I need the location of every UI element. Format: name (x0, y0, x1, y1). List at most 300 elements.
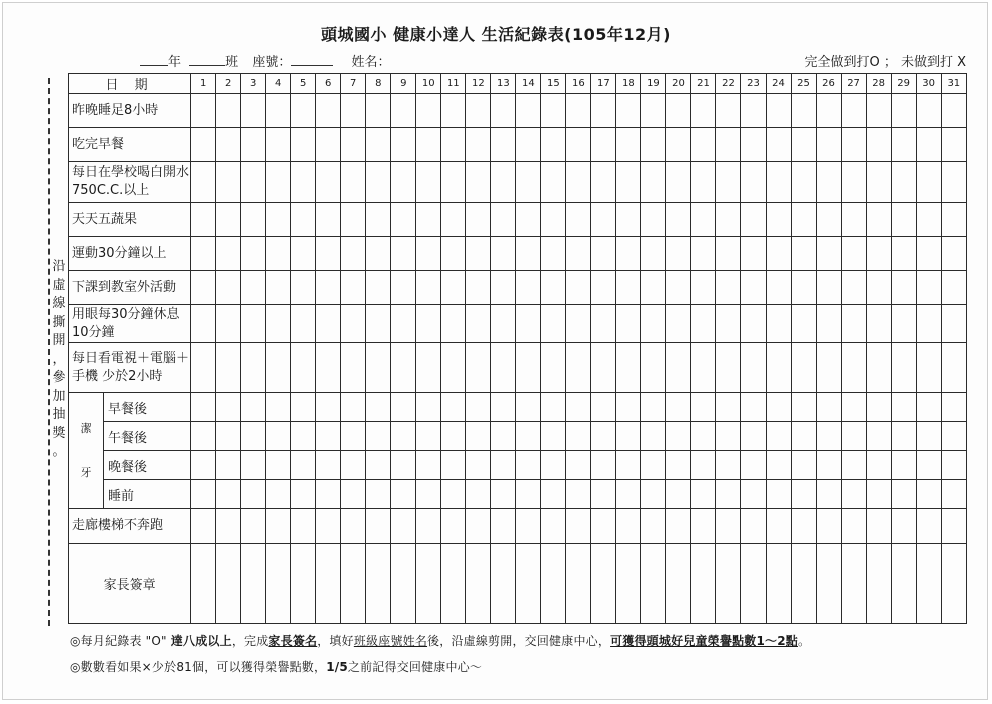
day-entry-cell[interactable] (516, 393, 541, 422)
day-entry-cell[interactable] (341, 237, 366, 271)
day-entry-cell[interactable] (866, 480, 891, 509)
day-entry-cell[interactable] (666, 237, 691, 271)
day-entry-cell[interactable] (491, 128, 516, 162)
day-entry-cell[interactable] (766, 305, 791, 343)
day-entry-cell[interactable] (591, 544, 616, 624)
day-entry-cell[interactable] (691, 422, 716, 451)
day-entry-cell[interactable] (316, 451, 341, 480)
day-entry-cell[interactable] (516, 451, 541, 480)
day-entry-cell[interactable] (816, 94, 841, 128)
day-entry-cell[interactable] (191, 305, 216, 343)
day-entry-cell[interactable] (716, 480, 741, 509)
day-entry-cell[interactable] (641, 94, 666, 128)
day-entry-cell[interactable] (691, 237, 716, 271)
day-entry-cell[interactable] (641, 343, 666, 393)
day-entry-cell[interactable] (291, 544, 316, 624)
day-entry-cell[interactable] (641, 162, 666, 203)
day-entry-cell[interactable] (316, 422, 341, 451)
day-entry-cell[interactable] (791, 128, 816, 162)
day-entry-cell[interactable] (541, 451, 566, 480)
day-entry-cell[interactable] (666, 203, 691, 237)
day-entry-cell[interactable] (566, 128, 591, 162)
day-entry-cell[interactable] (366, 203, 391, 237)
day-entry-cell[interactable] (591, 162, 616, 203)
day-entry-cell[interactable] (391, 451, 416, 480)
day-entry-cell[interactable] (916, 271, 941, 305)
day-entry-cell[interactable] (366, 422, 391, 451)
day-entry-cell[interactable] (191, 128, 216, 162)
day-entry-cell[interactable] (841, 237, 866, 271)
day-entry-cell[interactable] (341, 162, 366, 203)
day-entry-cell[interactable] (791, 203, 816, 237)
day-entry-cell[interactable] (666, 480, 691, 509)
day-entry-cell[interactable] (516, 203, 541, 237)
class-blank[interactable] (189, 53, 225, 66)
day-entry-cell[interactable] (766, 544, 791, 624)
day-entry-cell[interactable] (266, 128, 291, 162)
day-entry-cell[interactable] (941, 393, 966, 422)
day-entry-cell[interactable] (391, 305, 416, 343)
day-entry-cell[interactable] (691, 203, 716, 237)
day-entry-cell[interactable] (716, 305, 741, 343)
day-entry-cell[interactable] (366, 128, 391, 162)
day-entry-cell[interactable] (716, 203, 741, 237)
day-entry-cell[interactable] (666, 94, 691, 128)
day-entry-cell[interactable] (866, 451, 891, 480)
day-entry-cell[interactable] (291, 128, 316, 162)
day-entry-cell[interactable] (491, 422, 516, 451)
day-entry-cell[interactable] (366, 451, 391, 480)
day-entry-cell[interactable] (941, 162, 966, 203)
day-entry-cell[interactable] (816, 271, 841, 305)
day-entry-cell[interactable] (841, 203, 866, 237)
day-entry-cell[interactable] (716, 271, 741, 305)
day-entry-cell[interactable] (541, 203, 566, 237)
day-entry-cell[interactable] (591, 94, 616, 128)
day-entry-cell[interactable] (491, 393, 516, 422)
day-entry-cell[interactable] (441, 305, 466, 343)
day-entry-cell[interactable] (516, 271, 541, 305)
day-entry-cell[interactable] (466, 544, 491, 624)
day-entry-cell[interactable] (941, 544, 966, 624)
day-entry-cell[interactable] (641, 509, 666, 544)
day-entry-cell[interactable] (416, 422, 441, 451)
day-entry-cell[interactable] (741, 480, 766, 509)
day-entry-cell[interactable] (366, 480, 391, 509)
day-entry-cell[interactable] (791, 544, 816, 624)
day-entry-cell[interactable] (191, 203, 216, 237)
day-entry-cell[interactable] (466, 393, 491, 422)
day-entry-cell[interactable] (266, 237, 291, 271)
day-entry-cell[interactable] (491, 480, 516, 509)
day-entry-cell[interactable] (366, 271, 391, 305)
day-entry-cell[interactable] (541, 237, 566, 271)
day-entry-cell[interactable] (616, 162, 641, 203)
day-entry-cell[interactable] (466, 480, 491, 509)
day-entry-cell[interactable] (841, 544, 866, 624)
day-entry-cell[interactable] (616, 422, 641, 451)
day-entry-cell[interactable] (641, 237, 666, 271)
day-entry-cell[interactable] (541, 544, 566, 624)
day-entry-cell[interactable] (791, 94, 816, 128)
day-entry-cell[interactable] (391, 422, 416, 451)
day-entry-cell[interactable] (241, 509, 266, 544)
day-entry-cell[interactable] (866, 343, 891, 393)
day-entry-cell[interactable] (691, 94, 716, 128)
day-entry-cell[interactable] (741, 237, 766, 271)
day-entry-cell[interactable] (216, 422, 241, 451)
day-entry-cell[interactable] (391, 162, 416, 203)
day-entry-cell[interactable] (491, 509, 516, 544)
day-entry-cell[interactable] (766, 422, 791, 451)
day-entry-cell[interactable] (691, 128, 716, 162)
day-entry-cell[interactable] (741, 305, 766, 343)
day-entry-cell[interactable] (366, 162, 391, 203)
day-entry-cell[interactable] (391, 544, 416, 624)
day-entry-cell[interactable] (816, 343, 841, 393)
day-entry-cell[interactable] (666, 271, 691, 305)
day-entry-cell[interactable] (266, 422, 291, 451)
day-entry-cell[interactable] (866, 509, 891, 544)
day-entry-cell[interactable] (591, 305, 616, 343)
day-entry-cell[interactable] (216, 393, 241, 422)
day-entry-cell[interactable] (816, 305, 841, 343)
day-entry-cell[interactable] (341, 422, 366, 451)
day-entry-cell[interactable] (891, 422, 916, 451)
day-entry-cell[interactable] (316, 94, 341, 128)
day-entry-cell[interactable] (541, 94, 566, 128)
day-entry-cell[interactable] (566, 203, 591, 237)
day-entry-cell[interactable] (341, 451, 366, 480)
day-entry-cell[interactable] (566, 393, 591, 422)
day-entry-cell[interactable] (241, 480, 266, 509)
day-entry-cell[interactable] (616, 343, 641, 393)
day-entry-cell[interactable] (241, 271, 266, 305)
day-entry-cell[interactable] (291, 305, 316, 343)
day-entry-cell[interactable] (516, 237, 541, 271)
day-entry-cell[interactable] (891, 162, 916, 203)
day-entry-cell[interactable] (266, 393, 291, 422)
day-entry-cell[interactable] (366, 393, 391, 422)
day-entry-cell[interactable] (716, 544, 741, 624)
day-entry-cell[interactable] (391, 94, 416, 128)
day-entry-cell[interactable] (741, 94, 766, 128)
day-entry-cell[interactable] (616, 203, 641, 237)
day-entry-cell[interactable] (791, 305, 816, 343)
day-entry-cell[interactable] (391, 203, 416, 237)
day-entry-cell[interactable] (191, 94, 216, 128)
day-entry-cell[interactable] (191, 544, 216, 624)
day-entry-cell[interactable] (441, 480, 466, 509)
day-entry-cell[interactable] (466, 203, 491, 237)
day-entry-cell[interactable] (741, 343, 766, 393)
day-entry-cell[interactable] (541, 509, 566, 544)
day-entry-cell[interactable] (516, 343, 541, 393)
day-entry-cell[interactable] (266, 343, 291, 393)
day-entry-cell[interactable] (541, 305, 566, 343)
day-entry-cell[interactable] (416, 203, 441, 237)
day-entry-cell[interactable] (666, 451, 691, 480)
day-entry-cell[interactable] (441, 393, 466, 422)
day-entry-cell[interactable] (441, 203, 466, 237)
day-entry-cell[interactable] (841, 343, 866, 393)
day-entry-cell[interactable] (616, 544, 641, 624)
day-entry-cell[interactable] (941, 480, 966, 509)
day-entry-cell[interactable] (866, 203, 891, 237)
day-entry-cell[interactable] (391, 128, 416, 162)
day-entry-cell[interactable] (766, 509, 791, 544)
day-entry-cell[interactable] (566, 480, 591, 509)
day-entry-cell[interactable] (766, 480, 791, 509)
day-entry-cell[interactable] (266, 271, 291, 305)
day-entry-cell[interactable] (866, 162, 891, 203)
day-entry-cell[interactable] (491, 271, 516, 305)
day-entry-cell[interactable] (566, 94, 591, 128)
day-entry-cell[interactable] (641, 451, 666, 480)
day-entry-cell[interactable] (591, 128, 616, 162)
day-entry-cell[interactable] (316, 271, 341, 305)
day-entry-cell[interactable] (516, 128, 541, 162)
day-entry-cell[interactable] (216, 128, 241, 162)
day-entry-cell[interactable] (916, 451, 941, 480)
day-entry-cell[interactable] (891, 343, 916, 393)
day-entry-cell[interactable] (866, 393, 891, 422)
day-entry-cell[interactable] (491, 237, 516, 271)
day-entry-cell[interactable] (541, 271, 566, 305)
day-entry-cell[interactable] (866, 305, 891, 343)
day-entry-cell[interactable] (941, 271, 966, 305)
day-entry-cell[interactable] (516, 162, 541, 203)
day-entry-cell[interactable] (941, 128, 966, 162)
day-entry-cell[interactable] (891, 271, 916, 305)
day-entry-cell[interactable] (266, 509, 291, 544)
day-entry-cell[interactable] (741, 162, 766, 203)
day-entry-cell[interactable] (891, 451, 916, 480)
day-entry-cell[interactable] (816, 128, 841, 162)
day-entry-cell[interactable] (416, 237, 441, 271)
day-entry-cell[interactable] (891, 237, 916, 271)
day-entry-cell[interactable] (416, 480, 441, 509)
day-entry-cell[interactable] (291, 480, 316, 509)
day-entry-cell[interactable] (591, 480, 616, 509)
day-entry-cell[interactable] (841, 451, 866, 480)
day-entry-cell[interactable] (516, 422, 541, 451)
day-entry-cell[interactable] (441, 162, 466, 203)
day-entry-cell[interactable] (416, 393, 441, 422)
day-entry-cell[interactable] (891, 94, 916, 128)
day-entry-cell[interactable] (341, 305, 366, 343)
day-entry-cell[interactable] (341, 94, 366, 128)
day-entry-cell[interactable] (416, 305, 441, 343)
day-entry-cell[interactable] (716, 94, 741, 128)
day-entry-cell[interactable] (716, 451, 741, 480)
day-entry-cell[interactable] (816, 480, 841, 509)
day-entry-cell[interactable] (616, 451, 641, 480)
day-entry-cell[interactable] (191, 422, 216, 451)
day-entry-cell[interactable] (766, 162, 791, 203)
day-entry-cell[interactable] (316, 393, 341, 422)
day-entry-cell[interactable] (766, 128, 791, 162)
day-entry-cell[interactable] (891, 393, 916, 422)
day-entry-cell[interactable] (341, 271, 366, 305)
day-entry-cell[interactable] (316, 305, 341, 343)
day-entry-cell[interactable] (841, 393, 866, 422)
day-entry-cell[interactable] (716, 237, 741, 271)
day-entry-cell[interactable] (716, 422, 741, 451)
day-entry-cell[interactable] (316, 509, 341, 544)
day-entry-cell[interactable] (541, 480, 566, 509)
day-entry-cell[interactable] (341, 393, 366, 422)
day-entry-cell[interactable] (691, 544, 716, 624)
day-entry-cell[interactable] (466, 422, 491, 451)
day-entry-cell[interactable] (341, 128, 366, 162)
day-entry-cell[interactable] (241, 544, 266, 624)
day-entry-cell[interactable] (191, 451, 216, 480)
day-entry-cell[interactable] (641, 480, 666, 509)
day-entry-cell[interactable] (816, 544, 841, 624)
day-entry-cell[interactable] (191, 393, 216, 422)
day-entry-cell[interactable] (266, 203, 291, 237)
day-entry-cell[interactable] (741, 203, 766, 237)
day-entry-cell[interactable] (841, 271, 866, 305)
day-entry-cell[interactable] (216, 271, 241, 305)
day-entry-cell[interactable] (316, 544, 341, 624)
day-entry-cell[interactable] (291, 451, 316, 480)
day-entry-cell[interactable] (291, 162, 316, 203)
day-entry-cell[interactable] (891, 509, 916, 544)
day-entry-cell[interactable] (941, 509, 966, 544)
day-entry-cell[interactable] (841, 509, 866, 544)
day-entry-cell[interactable] (666, 544, 691, 624)
day-entry-cell[interactable] (666, 128, 691, 162)
day-entry-cell[interactable] (816, 162, 841, 203)
day-entry-cell[interactable] (641, 422, 666, 451)
day-entry-cell[interactable] (866, 94, 891, 128)
day-entry-cell[interactable] (716, 128, 741, 162)
day-entry-cell[interactable] (566, 544, 591, 624)
year-blank[interactable] (140, 53, 168, 66)
day-entry-cell[interactable] (191, 237, 216, 271)
day-entry-cell[interactable] (516, 544, 541, 624)
day-entry-cell[interactable] (741, 451, 766, 480)
day-entry-cell[interactable] (766, 343, 791, 393)
day-entry-cell[interactable] (791, 451, 816, 480)
day-entry-cell[interactable] (591, 422, 616, 451)
day-entry-cell[interactable] (916, 544, 941, 624)
day-entry-cell[interactable] (291, 271, 316, 305)
day-entry-cell[interactable] (541, 128, 566, 162)
day-entry-cell[interactable] (616, 128, 641, 162)
day-entry-cell[interactable] (916, 162, 941, 203)
day-entry-cell[interactable] (216, 509, 241, 544)
day-entry-cell[interactable] (491, 162, 516, 203)
day-entry-cell[interactable] (566, 509, 591, 544)
day-entry-cell[interactable] (416, 271, 441, 305)
day-entry-cell[interactable] (666, 509, 691, 544)
day-entry-cell[interactable] (316, 128, 341, 162)
day-entry-cell[interactable] (216, 480, 241, 509)
day-entry-cell[interactable] (941, 203, 966, 237)
day-entry-cell[interactable] (916, 305, 941, 343)
day-entry-cell[interactable] (866, 128, 891, 162)
day-entry-cell[interactable] (516, 509, 541, 544)
day-entry-cell[interactable] (466, 305, 491, 343)
day-entry-cell[interactable] (641, 271, 666, 305)
day-entry-cell[interactable] (866, 271, 891, 305)
day-entry-cell[interactable] (466, 343, 491, 393)
day-entry-cell[interactable] (291, 94, 316, 128)
day-entry-cell[interactable] (566, 343, 591, 393)
day-entry-cell[interactable] (191, 480, 216, 509)
day-entry-cell[interactable] (666, 343, 691, 393)
day-entry-cell[interactable] (691, 480, 716, 509)
day-entry-cell[interactable] (441, 509, 466, 544)
day-entry-cell[interactable] (916, 203, 941, 237)
day-entry-cell[interactable] (366, 305, 391, 343)
day-entry-cell[interactable] (241, 422, 266, 451)
day-entry-cell[interactable] (416, 128, 441, 162)
day-entry-cell[interactable] (291, 237, 316, 271)
day-entry-cell[interactable] (791, 509, 816, 544)
day-entry-cell[interactable] (466, 271, 491, 305)
day-entry-cell[interactable] (441, 237, 466, 271)
day-entry-cell[interactable] (316, 480, 341, 509)
day-entry-cell[interactable] (441, 128, 466, 162)
day-entry-cell[interactable] (766, 237, 791, 271)
day-entry-cell[interactable] (191, 509, 216, 544)
day-entry-cell[interactable] (691, 343, 716, 393)
day-entry-cell[interactable] (741, 422, 766, 451)
day-entry-cell[interactable] (291, 509, 316, 544)
day-entry-cell[interactable] (266, 480, 291, 509)
day-entry-cell[interactable] (316, 343, 341, 393)
day-entry-cell[interactable] (716, 393, 741, 422)
day-entry-cell[interactable] (616, 480, 641, 509)
day-entry-cell[interactable] (341, 480, 366, 509)
day-entry-cell[interactable] (766, 271, 791, 305)
day-entry-cell[interactable] (216, 162, 241, 203)
day-entry-cell[interactable] (391, 271, 416, 305)
day-entry-cell[interactable] (366, 343, 391, 393)
day-entry-cell[interactable] (216, 203, 241, 237)
day-entry-cell[interactable] (641, 393, 666, 422)
day-entry-cell[interactable] (616, 271, 641, 305)
day-entry-cell[interactable] (891, 128, 916, 162)
day-entry-cell[interactable] (441, 422, 466, 451)
day-entry-cell[interactable] (891, 203, 916, 237)
day-entry-cell[interactable] (391, 343, 416, 393)
day-entry-cell[interactable] (891, 544, 916, 624)
day-entry-cell[interactable] (391, 393, 416, 422)
day-entry-cell[interactable] (216, 305, 241, 343)
day-entry-cell[interactable] (566, 237, 591, 271)
day-entry-cell[interactable] (866, 422, 891, 451)
day-entry-cell[interactable] (316, 203, 341, 237)
day-entry-cell[interactable] (916, 94, 941, 128)
day-entry-cell[interactable] (591, 203, 616, 237)
day-entry-cell[interactable] (316, 237, 341, 271)
day-entry-cell[interactable] (566, 422, 591, 451)
day-entry-cell[interactable] (616, 393, 641, 422)
day-entry-cell[interactable] (441, 343, 466, 393)
day-entry-cell[interactable] (641, 128, 666, 162)
day-entry-cell[interactable] (391, 480, 416, 509)
day-entry-cell[interactable] (416, 451, 441, 480)
day-entry-cell[interactable] (216, 343, 241, 393)
day-entry-cell[interactable] (791, 343, 816, 393)
day-entry-cell[interactable] (416, 509, 441, 544)
day-entry-cell[interactable] (766, 393, 791, 422)
